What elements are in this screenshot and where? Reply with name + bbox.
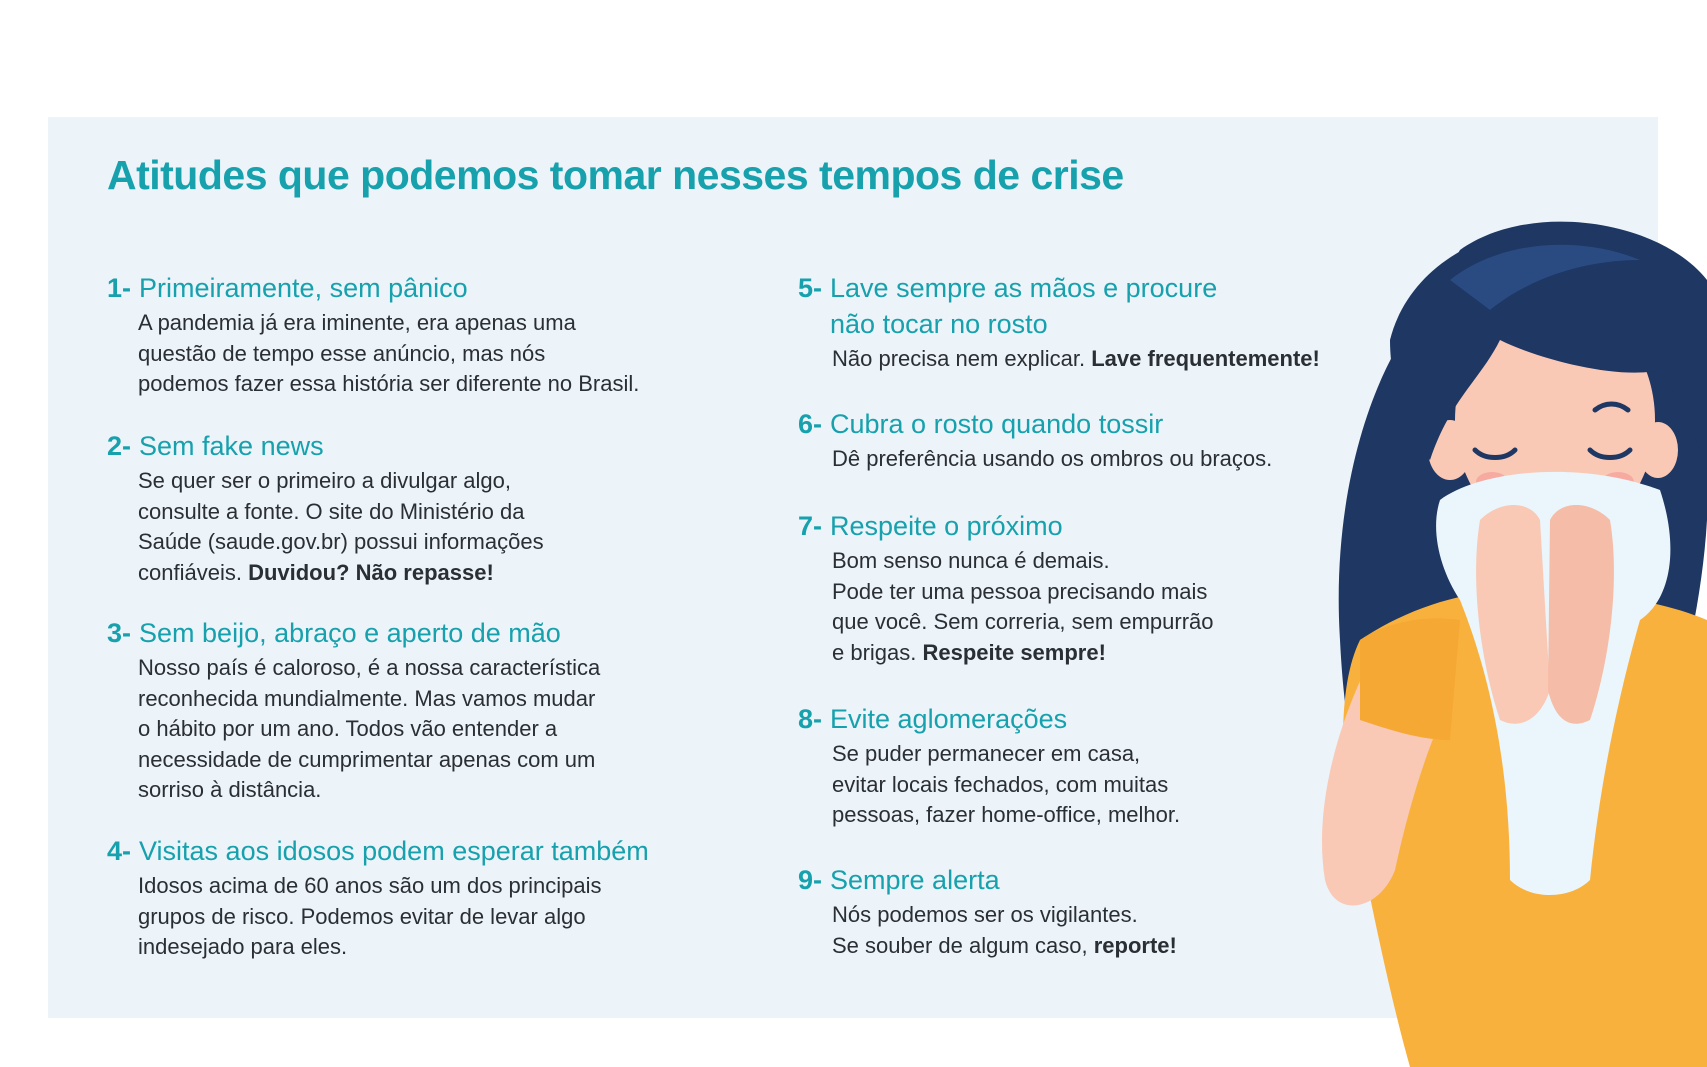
tip-heading xyxy=(107,833,649,869)
tip-body-text: Se puder permanecer em casa, xyxy=(832,741,1141,766)
tip-body-text: consulte a fonte. O site do Ministério da xyxy=(138,498,525,524)
tip-body-text: podemos fazer essa história ser diferente no Brasil. xyxy=(138,371,640,396)
tip-emphasis: Duvidou? Não repasse! xyxy=(248,559,494,585)
tip-body xyxy=(107,653,600,806)
tip-body-text: indesejado para eles. xyxy=(138,934,348,959)
tip-2 xyxy=(107,428,544,588)
tip-number: 8- xyxy=(798,704,823,734)
tip-body-text: necessidade de cumprimentar apenas com um xyxy=(138,746,596,772)
tip-heading xyxy=(107,428,544,464)
tip-9 xyxy=(798,862,1177,961)
tip-heading xyxy=(798,508,1214,544)
tip-body-text: Nós podemos ser os vigilantes. xyxy=(832,902,1138,927)
tip-number: 3- xyxy=(107,618,132,648)
tip-number: 5- xyxy=(798,273,823,303)
tip-heading-text xyxy=(139,270,468,306)
tip-body xyxy=(107,308,639,400)
tip-emphasis: Lave frequentemente! xyxy=(1091,346,1320,371)
tip-heading xyxy=(107,615,600,651)
tip-3 xyxy=(107,615,600,806)
tip-heading-line: Respeite o próximo xyxy=(830,511,1063,541)
sleeve xyxy=(1360,618,1460,740)
tip-body-text: confiáveis. xyxy=(138,559,249,585)
tip-body-text: Pode ter uma pessoa precisando mais xyxy=(832,578,1208,604)
tip-body-text: Não precisa nem explicar. xyxy=(832,346,1092,371)
tip-body-text: que você. Sem correria, sem empurrão xyxy=(832,609,1214,634)
tip-heading-line: Visitas aos idosos podem esperar também xyxy=(139,836,649,866)
tip-body xyxy=(798,900,1177,961)
tip-heading xyxy=(107,270,639,306)
tip-heading-text xyxy=(830,701,1067,737)
tip-body xyxy=(107,871,649,963)
tip-heading-line: Sem fake news xyxy=(139,431,324,461)
tip-body-text: Bom senso nunca é demais. xyxy=(832,548,1110,573)
tip-number: 1- xyxy=(107,273,132,303)
tip-emphasis: reporte! xyxy=(1093,932,1177,958)
tip-number: 2- xyxy=(107,431,132,461)
tip-body xyxy=(798,546,1214,668)
tip-body xyxy=(107,466,544,588)
tip-number: 7- xyxy=(798,511,823,541)
tip-heading-text xyxy=(139,615,561,651)
tip-body xyxy=(798,739,1180,831)
tip-body xyxy=(798,344,1320,375)
tip-heading xyxy=(798,862,1177,898)
tip-body xyxy=(798,444,1272,475)
tip-emphasis: Respeite sempre! xyxy=(922,639,1106,665)
tip-heading-text xyxy=(139,833,649,869)
tip-body-text: reconhecida mundialmente. Mas vamos mudar xyxy=(138,685,596,711)
tip-number: 4- xyxy=(107,836,132,866)
tip-heading-line: Sempre alerta xyxy=(830,865,1000,895)
tip-body-text: pessoas, fazer home-office, melhor. xyxy=(832,802,1181,827)
page-title: Atitudes que podemos tomar nesses tempos de crise xyxy=(107,152,1124,198)
tip-heading-line: Evite aglomerações xyxy=(830,704,1068,734)
tip-heading-text xyxy=(830,270,1217,342)
tip-heading-text xyxy=(830,406,1163,442)
tip-heading xyxy=(798,701,1180,737)
tip-heading-text xyxy=(139,428,324,464)
tip-6 xyxy=(798,406,1272,475)
tip-body-text: o hábito por um ano. Todos vão entender a xyxy=(138,716,558,741)
ear-right xyxy=(1638,422,1678,478)
tip-heading-line: Cubra o rosto quando tossir xyxy=(830,409,1164,439)
tip-body-text: grupos de risco. Podemos evitar de levar algo xyxy=(138,903,586,929)
tip-body-text: sorriso à distância. xyxy=(138,777,322,802)
tip-heading xyxy=(798,270,1320,342)
tip-7 xyxy=(798,508,1214,668)
tip-5 xyxy=(798,270,1320,375)
tip-body-text: e brigas. xyxy=(832,639,923,665)
tip-4 xyxy=(107,833,649,963)
tip-8 xyxy=(798,701,1180,831)
tip-number: 6- xyxy=(798,409,823,439)
woman-covering-face-illustration xyxy=(1300,220,1707,1067)
tip-heading-text xyxy=(830,508,1063,544)
tip-body-text: Idosos acima de 60 anos são um dos principais xyxy=(138,873,602,898)
tip-body-text: evitar locais fechados, com muitas xyxy=(832,771,1169,797)
tip-body-text: Se quer ser o primeiro a divulgar algo, xyxy=(138,468,511,493)
tip-heading-line: Primeiramente, sem pânico xyxy=(139,273,468,303)
tip-body-text: Nosso país é caloroso, é a nossa característica xyxy=(138,655,601,680)
tip-heading-text xyxy=(830,862,1000,898)
tip-heading-line: Lave sempre as mãos e procure xyxy=(830,273,1218,303)
tip-heading xyxy=(798,406,1272,442)
tip-number: 9- xyxy=(798,865,823,895)
tip-body-text: A pandemia já era iminente, era apenas uma xyxy=(138,310,576,335)
tip-heading-line: não tocar no rosto xyxy=(830,309,1048,339)
tip-body-text: Dê preferência usando os ombros ou braços. xyxy=(832,446,1273,471)
tip-body-text: questão de tempo esse anúncio, mas nós xyxy=(138,340,546,366)
tip-body-text: Se souber de algum caso, xyxy=(832,932,1094,958)
tip-heading-line: Sem beijo, abraço e aperto de mão xyxy=(139,618,561,648)
tip-1 xyxy=(107,270,639,400)
tip-body-text: Saúde (saude.gov.br) possui informações xyxy=(138,529,544,554)
